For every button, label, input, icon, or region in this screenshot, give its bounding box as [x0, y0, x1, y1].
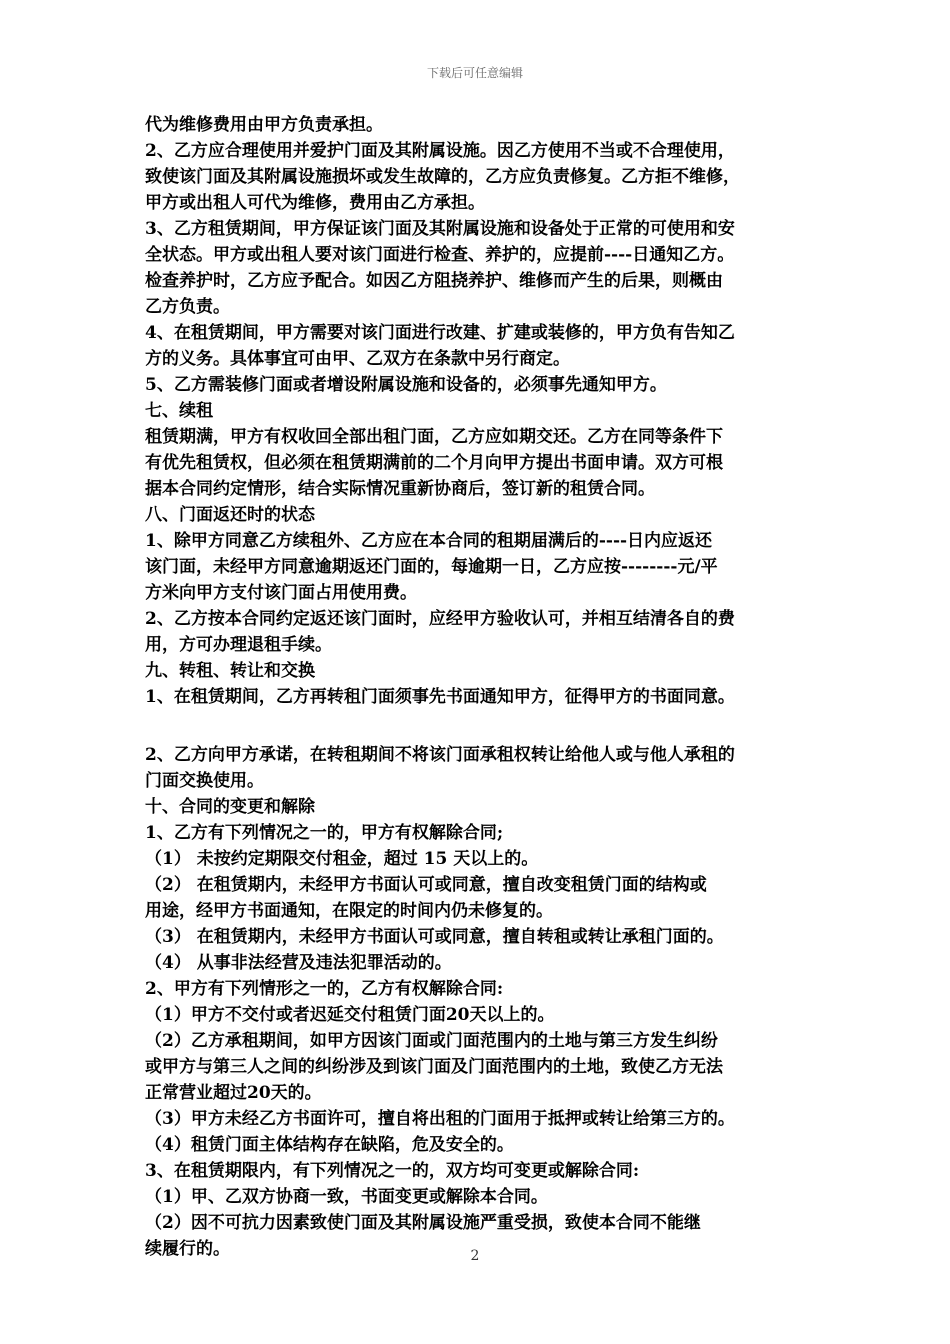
text-line: （1）甲方不交付或者迟延交付租赁门面20天以上的。: [145, 1005, 555, 1025]
text-line: 1、除甲方同意乙方续租外、乙方应在本合同的租期届满后的----日内应返还: [145, 531, 713, 551]
text-line: （4） 从事非法经营及违法犯罪活动的。: [145, 953, 452, 973]
text-line: 方的义务。具体事宜可由甲、乙双方在条款中另行商定。: [145, 349, 570, 369]
text-line: 用途，经甲方书面通知，在限定的时间内仍未修复的。: [145, 901, 553, 921]
text-line: 甲方或出租人可代为维修，费用由乙方承担。: [145, 193, 485, 213]
text-line: 有优先租赁权，但必须在租赁期满前的二个月向甲方提出书面申请。双方可根: [145, 453, 723, 473]
text-line: 租赁期满，甲方有权收回全部出租门面，乙方应如期交还。乙方在同等条件下: [145, 427, 723, 447]
text-line: 乙方负责。: [145, 297, 230, 317]
text-line: （2）因不可抗力因素致使门面及其附属设施严重受损，致使本合同不能继: [145, 1213, 701, 1233]
text-line: 2、甲方有下列情形之一的，乙方有权解除合同:: [145, 979, 504, 999]
text-line: 致使该门面及其附属设施损坏或发生故障的，乙方应负责修复。乙方拒不维修，: [145, 167, 740, 187]
text-line: 代为维修费用由甲方负责承担。: [145, 115, 383, 135]
text-line: 3、乙方租赁期间，甲方保证该门面及其附属设施和设备处于正常的可使用和安: [145, 219, 735, 239]
text-line: 全状态。甲方或出租人要对该门面进行检查、养护的，应提前----日通知乙方。: [145, 245, 735, 265]
text-line: 七、续租: [145, 401, 213, 421]
text-line: （1） 未按约定期限交付租金，超过 15 天以上的。: [145, 849, 539, 869]
text-line: 该门面，未经甲方同意逾期返还门面的，每逾期一日，乙方应按--------元/平: [145, 557, 718, 577]
text-line: 据本合同约定情形，结合实际情况重新协商后，签订新的租赁合同。: [145, 479, 655, 499]
text-line: （2）乙方承租期间，如甲方因该门面或门面范围内的土地与第三方发生纠纷: [145, 1031, 718, 1051]
text-line: 5、乙方需装修门面或者增设附属设施和设备的，必须事先通知甲方。: [145, 375, 667, 395]
text-line: 2、乙方向甲方承诺，在转租期间不将该门面承租权转让给他人或与他人承租的: [145, 745, 735, 765]
text-line: 或甲方与第三人之间的纠纷涉及到该门面及门面范围内的土地，致使乙方无法: [145, 1057, 723, 1077]
text-line: 用，方可办理退租手续。: [145, 635, 332, 655]
blank-line: [145, 710, 813, 742]
text-line: 3、在租赁期限内，有下列情况之一的，双方均可变更或解除合同:: [145, 1161, 640, 1181]
text-line: 1、乙方有下列情况之一的，甲方有权解除合同;: [145, 823, 504, 843]
page-header: 下载后可任意编辑: [426, 66, 523, 80]
text-line: 1、在租赁期间，乙方再转租门面须事先书面通知甲方，征得甲方的书面同意。: [145, 687, 735, 707]
text-line: 门面交换使用。: [145, 771, 264, 791]
text-line: （4）租赁门面主体结构存在缺陷，危及安全的。: [145, 1135, 514, 1155]
text-line: 2、乙方按本合同约定返还该门面时，应经甲方验收认可，并相互结清各自的费: [145, 609, 735, 629]
text-line: 4、在租赁期间，甲方需要对该门面进行改建、扩建或装修的，甲方负有告知乙: [145, 323, 735, 343]
text-line: 续履行的。: [145, 1239, 230, 1259]
text-line: 检查养护时，乙方应予配合。如因乙方阻挠养护、维修而产生的后果，则概由: [145, 271, 723, 291]
text-line: 八、门面返还时的状态: [145, 505, 315, 525]
text-line: 方米向甲方支付该门面占用使用费。: [145, 583, 417, 603]
text-line: 九、转租、转让和交换: [145, 661, 315, 681]
text-line: 十、合同的变更和解除: [145, 797, 315, 817]
text-line: 2、乙方应合理使用并爱护门面及其附属设施。因乙方使用不当或不合理使用，: [145, 141, 735, 161]
document-body: [145, 112, 813, 1262]
text-line: （2） 在租赁期内，未经甲方书面认可或同意，擅自改变租赁门面的结构或: [145, 875, 707, 895]
page-number: 2: [470, 1248, 480, 1264]
text-line: （3）甲方未经乙方书面许可，擅自将出租的门面用于抵押或转让给第三方的。: [145, 1109, 735, 1129]
text-line: （1）甲、乙双方协商一致，书面变更或解除本合同。: [145, 1187, 548, 1207]
text-line: 正常营业超过20天的。: [145, 1083, 322, 1103]
text-line: （3） 在租赁期内，未经甲方书面认可或同意，擅自转租或转让承租门面的。: [145, 927, 724, 947]
